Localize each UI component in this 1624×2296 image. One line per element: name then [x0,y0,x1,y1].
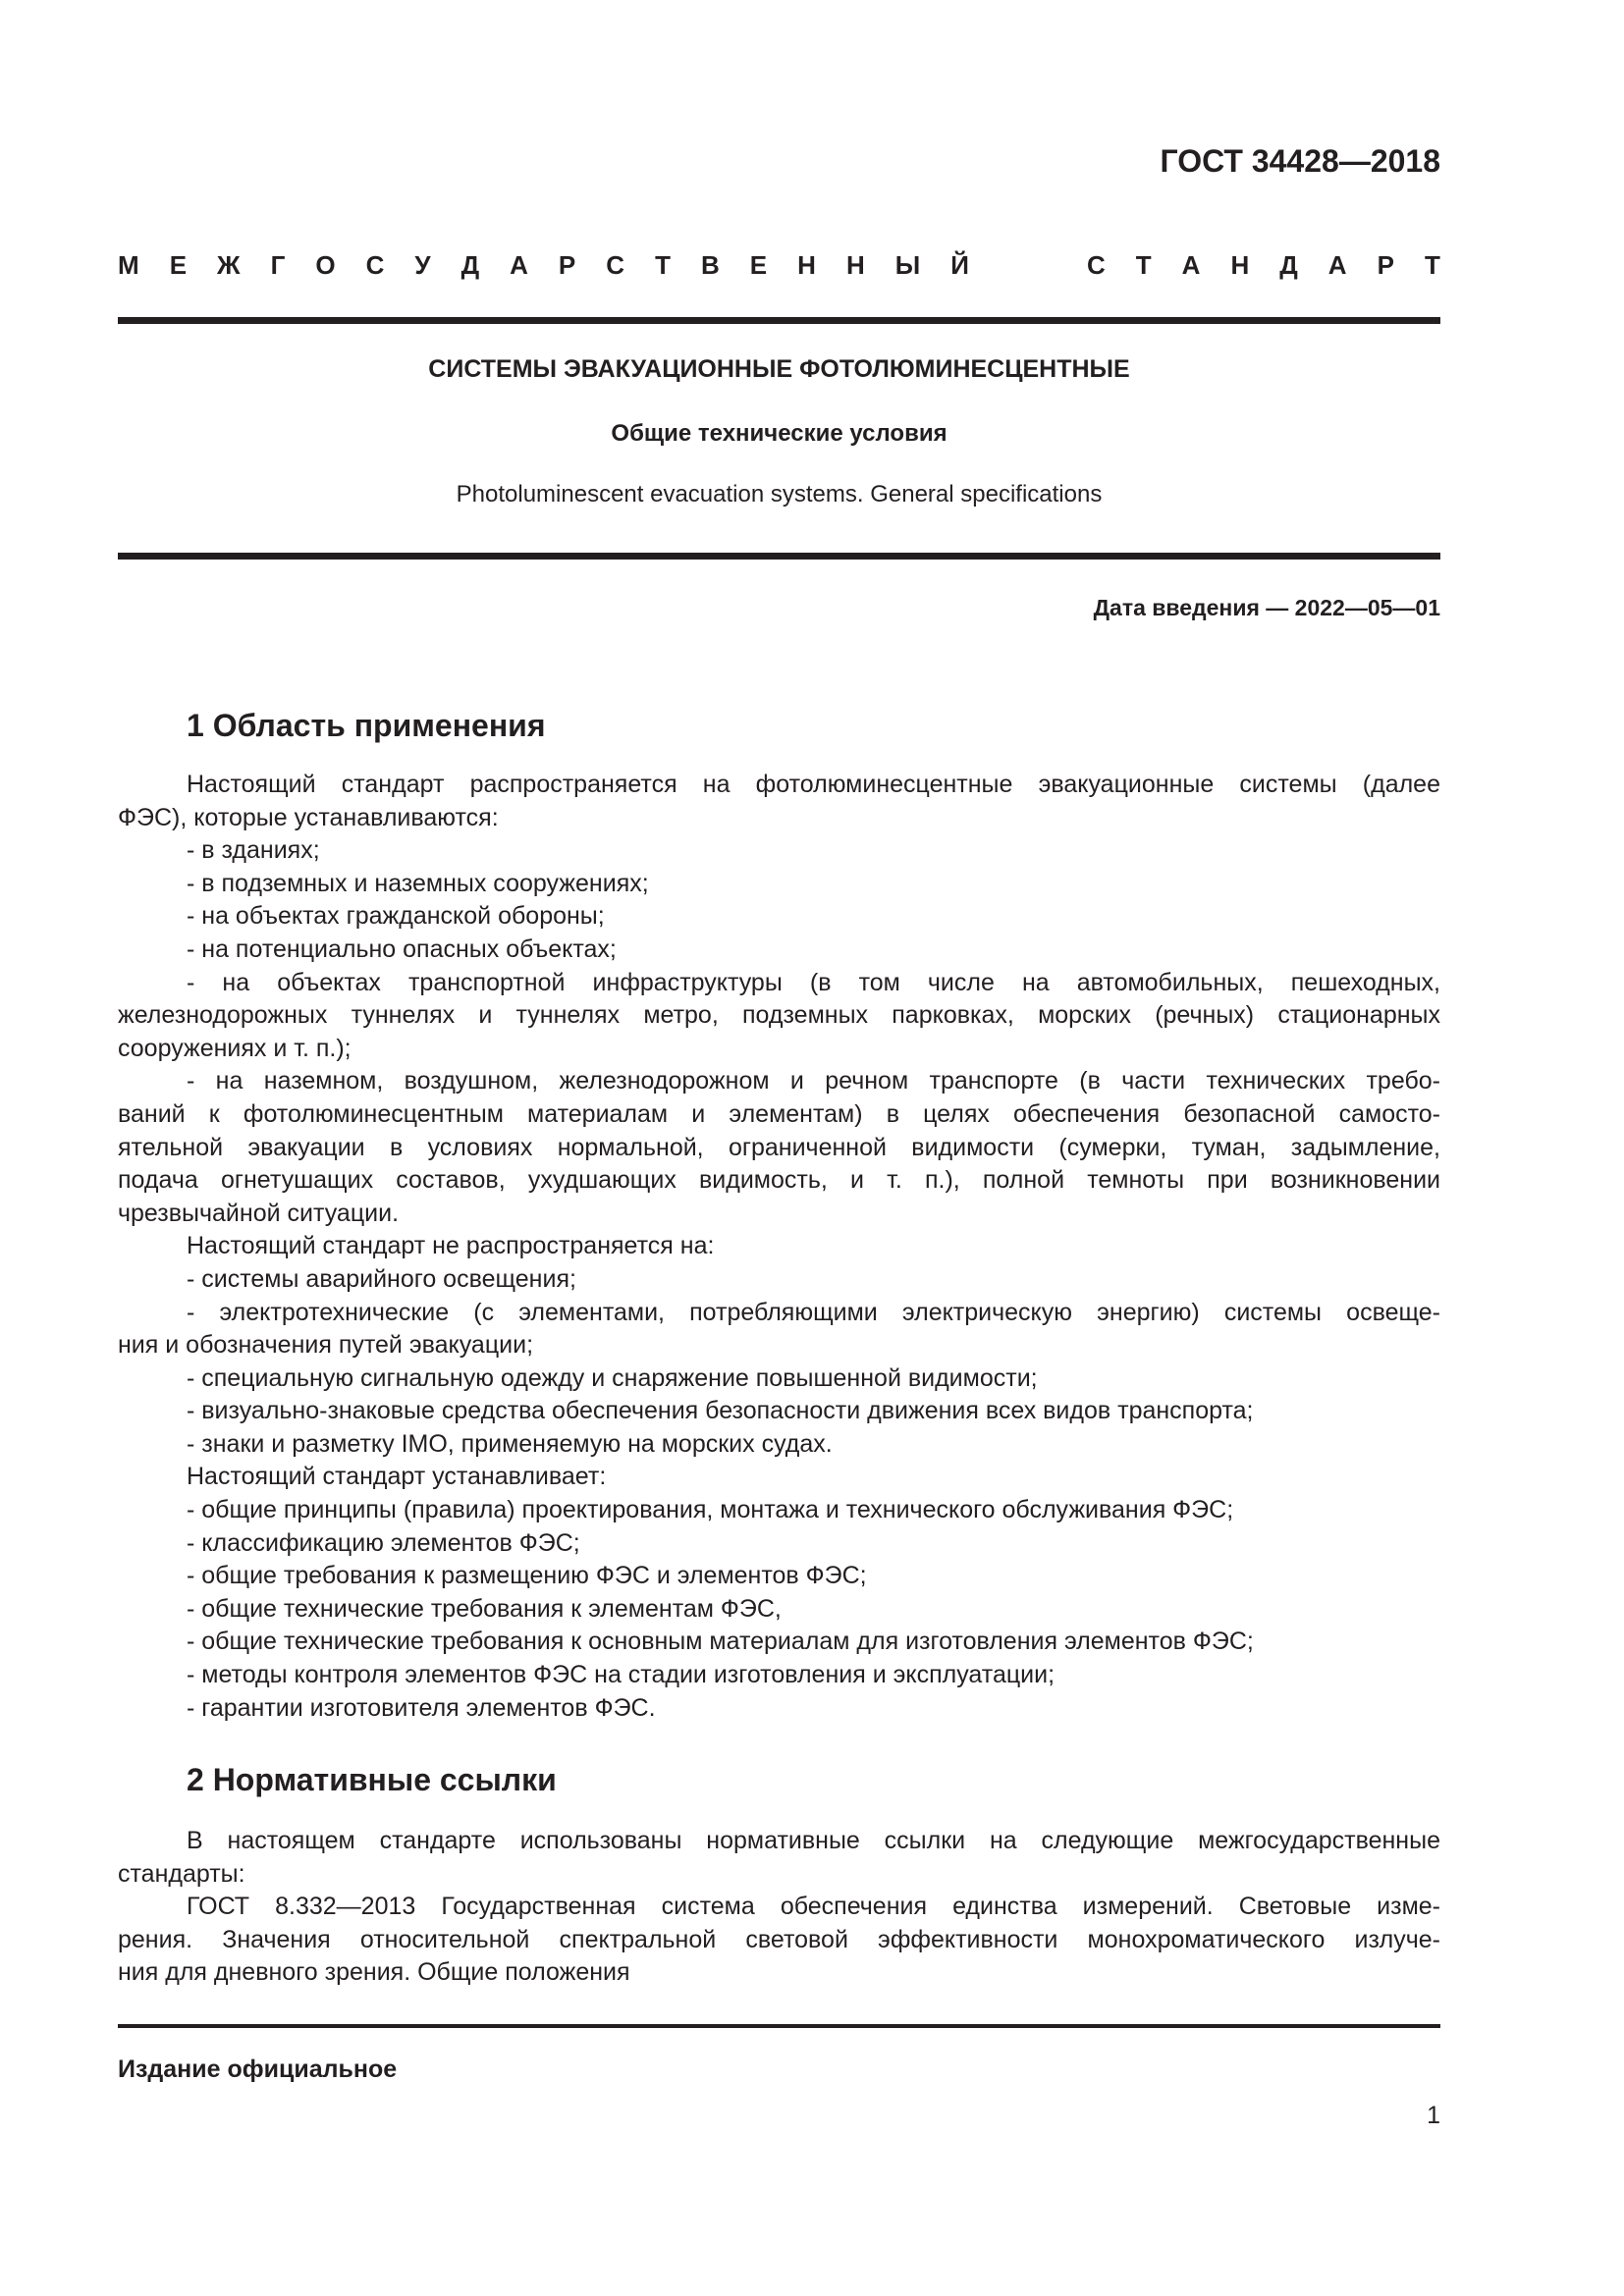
text-line: - общие принципы (правила) проектирования, монтажа и технического обслуживания ФЭС; [187,1496,1234,1524]
text-line: подача огнетушащих составов, ухудшающих видимость, и т. п.), полной темноты при возникновении [118,1166,1440,1195]
text-line: ФЭС), которые устанавливаются: [118,803,499,831]
text-line: стандарты: [118,1859,245,1888]
text-line: сооружениях и т. п.); [118,1034,352,1062]
interstate-standard-banner [118,250,1440,281]
section-1-heading: 1 Область применения [187,708,546,743]
banner-letter: А [1327,250,1347,280]
text-line: - методы контроля элементов ФЭС на стадии изготовления и эксплуатации; [187,1661,1056,1689]
banner-letter: Г [270,250,286,280]
banner-letter: Н [1230,250,1250,280]
banner-letter: Д [1279,250,1298,280]
banner-letter: Н [845,250,865,280]
text-line: - электротехнические (с элементами, потребляющими электрическую энергию) системы освеще- [187,1298,1440,1326]
text-line: ния и обозначения путей эвакуации; [118,1331,534,1360]
banner-letter: Е [749,250,768,280]
text-line: В настоящем стандарте использованы нормативные ссылки на следующие межгосударственные [187,1827,1440,1854]
text-line: чрезвычайной ситуации. [118,1199,400,1227]
text-line: ния для дневного зрения. Общие положения [118,1958,630,1987]
text-line: - на объектах гражданской обороны; [187,902,605,931]
text-line: ваний к фотолюминесцентным материалам и элементам) в целях обеспечения безопасной самосто- [118,1099,1440,1128]
banner-letter: Р [1377,250,1394,280]
text-line: Настоящий стандарт не распространяется на: [187,1232,715,1260]
text-line: ГОСТ 8.332—2013 Государственная система обеспечения единства измерений. Световые изме- [187,1893,1440,1921]
banner-letter: У [414,250,431,280]
banner-letter: А [1181,250,1201,280]
banner-letter: Д [460,250,480,280]
text-line: Настоящий стандарт устанавливает: [187,1463,607,1491]
banner-letter: Т [655,250,671,280]
text-line: - визуально-знаковые средства обеспечения безопасности движения всех видов транспорта; [187,1397,1254,1425]
text-line: рения. Значения относительной спектральной световой эффективности монохроматического излуче- [118,1925,1440,1953]
banner-letter: А [510,250,528,280]
banner-letter: М [118,250,139,280]
standard-code: ГОСТ 34428—2018 [1160,143,1440,179]
banner-letter: Е [169,250,188,280]
banner-letter: Н [797,250,816,280]
text-line: - в зданиях; [187,836,320,865]
footer-rule [118,2024,1440,2028]
title-bottom-rule [118,553,1440,560]
page-number: 1 [1427,2102,1440,2129]
top-rule [118,317,1440,324]
text-line: - классификацию элементов ФЭС; [187,1528,580,1557]
banner-letter: Й [950,250,969,280]
banner-letter: Р [558,250,576,280]
text-line: Настоящий стандарт распространяется на фотолюминесцентные эвакуационные системы (далее [187,771,1440,798]
banner-letter: С [365,250,385,280]
section-2-heading: 2 Нормативные ссылки [187,1762,557,1797]
text-line: - знаки и разметку IMO, применяемую на морских судах. [187,1429,833,1458]
text-line: - системы аварийного освещения; [187,1264,576,1293]
banner-letter: Ж [217,250,241,280]
banner-letter: Т [1424,250,1440,280]
section-1-body [118,769,1440,1725]
banner-gap [1000,250,1056,281]
banner-letter: С [606,250,625,280]
banner-letter: С [1086,250,1106,280]
banner-letter: Ы [894,250,921,280]
text-line: ятельной эвакуации в условиях нормальной, ограниченной видимости (сумерки, туман, задымление, [118,1133,1440,1161]
official-edition-label: Издание официальное [118,2056,398,2083]
text-line: - в подземных и наземных сооружениях; [187,869,649,897]
text-line: - общие технические требования к основным материалам для изготовления элементов ФЭС; [187,1628,1254,1656]
introduction-date: Дата введения — 2022—05—01 [1093,595,1440,620]
text-line: - общие требования к размещению ФЭС и элементов ФЭС; [187,1562,867,1590]
section-2-body [118,1825,1440,1990]
text-line: - на потенциально опасных объектах; [187,934,617,963]
text-line: - общие технические требования к элементам ФЭС, [187,1594,782,1623]
text-line: - на наземном, воздушном, железнодорожном и речном транспорте (в части технических требо- [187,1067,1440,1095]
text-line: - на объектах транспортной инфраструктуры (в том числе на автомобильных, пешеходных, [187,968,1440,996]
banner-letter: Т [1135,250,1152,280]
document-title-english: Photoluminescent evacuation systems. General specifications [456,481,1103,507]
text-line: - специальную сигнальную одежду и снаряжение повышенной видимости; [187,1363,1038,1392]
text-line: - гарантии изготовителя элементов ФЭС. [187,1693,656,1722]
banner-letter: О [315,250,336,280]
document-title: СИСТЕМЫ ЭВАКУАЦИОННЫЕ ФОТОЛЮМИНЕСЦЕНТНЫЕ [428,355,1130,383]
text-line: железнодорожных туннелях и туннелях метро, подземных парковках, морских (речных) стационарных [118,1001,1440,1030]
banner-letter: В [700,250,720,280]
document-subtitle: Общие технические условия [611,420,947,447]
